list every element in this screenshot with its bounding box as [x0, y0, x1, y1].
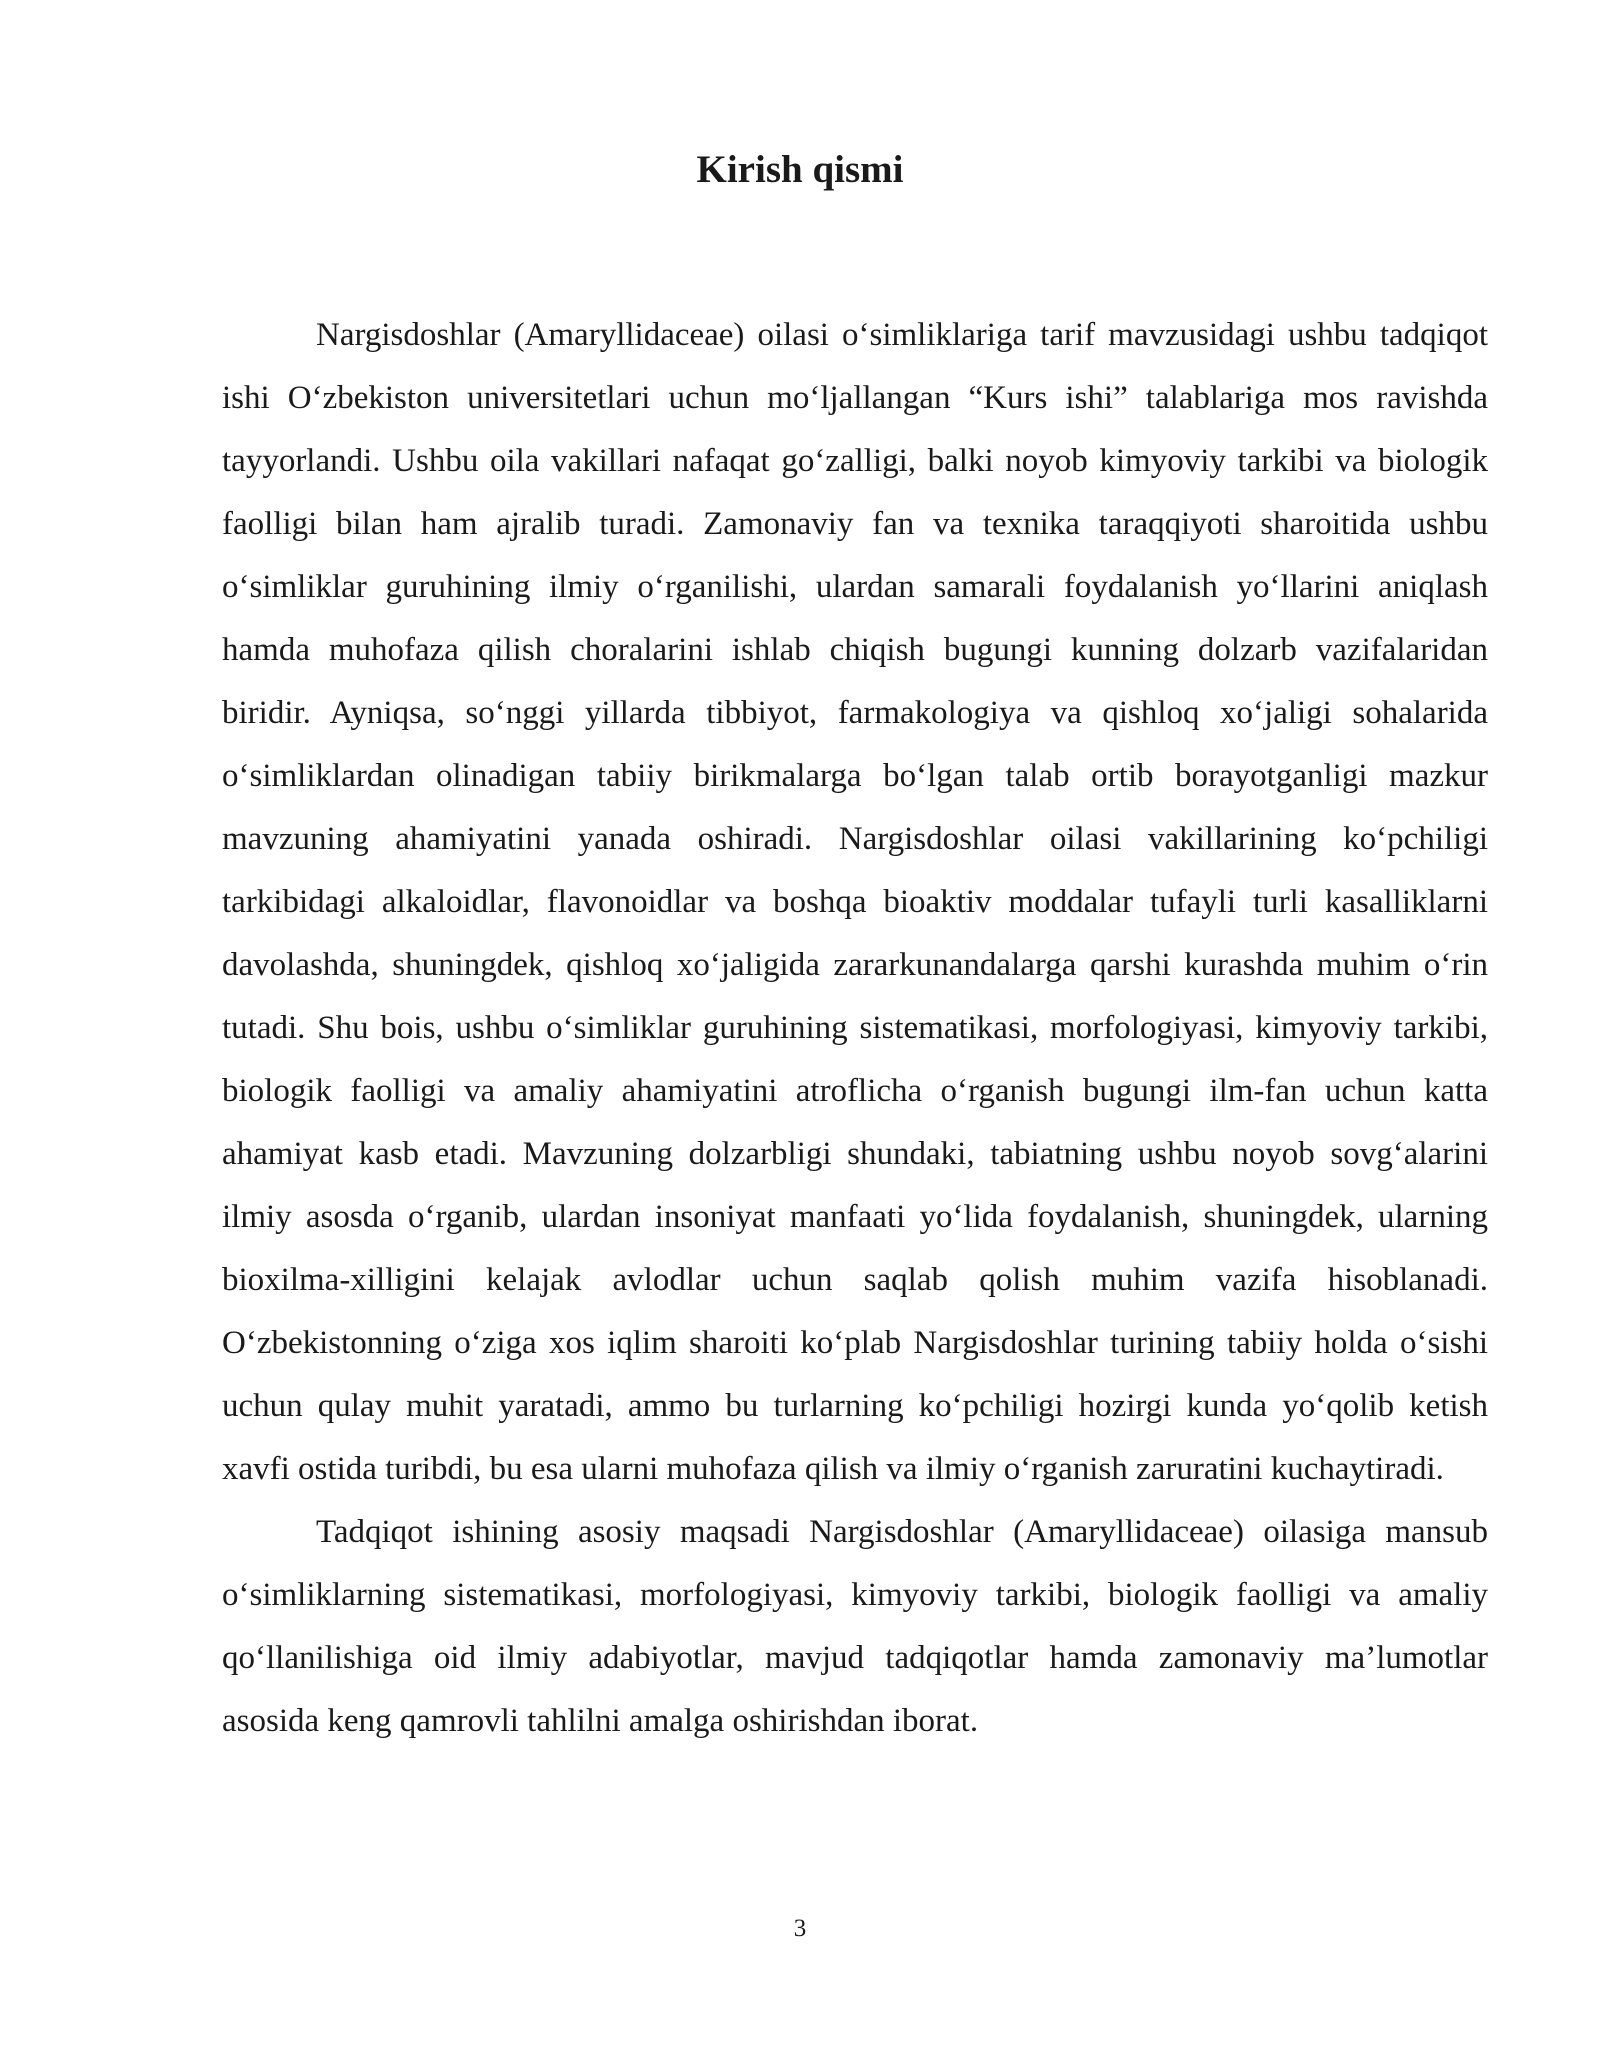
page-number: 3 — [793, 1915, 807, 1942]
page-title: Kirish qismi — [696, 148, 904, 191]
body-text — [222, 304, 1488, 1753]
paragraph-1: Nargisdoshlar (Amaryllidaceae) oilasi o‘simliklariga tarif mavzusidagi ushbu tadqiqot ishi O‘zbekiston universitetlari uchun mo‘ljallangan “Kurs ishi” talablariga mos ravishda tayyorlandi. Ushbu oila vakillari nafaqat go‘zalligi, balki noyob kimyoviy tarkibi va biologik faolligi bilan ham ajralib turadi. Zamonaviy fan va texnika taraqqiyoti sharoitida ushbu o‘simliklar guruhining ilmiy o‘rganilishi, ulardan samarali foydalanish yo‘llarini aniqlash hamda muhofaza qilish choralarini ishlab chiqish bugungi kunning dolzarb vazifalaridan biridir. Ayniqsa, so‘nggi yillarda tibbiyot, farmakologiya va qishloq xo‘jaligi sohalarida o‘simliklardan olinadigan tabiiy birikmalarga bo‘lgan talab ortib borayotganligi mazkur mavzuning ahamiyatini yanada oshiradi. Nargisdoshlar oilasi vakillarining ko‘pchiligi tarkibidagi alkaloidlar, flavonoidlar va boshqa bioaktiv moddalar tufayli turli kasalliklarni davolashda, shuningdek, qishloq xo‘jaligida zararkunandalarga qarshi kurashda muhim o‘rin tutadi. Shu bois, ushbu o‘simliklar guruhining sistematikasi, morfologiyasi, kimyoviy tarkibi, biologik faolligi va amaliy ahamiyatini atroflicha o‘rganish bugungi ilm-fan uchun katta ahamiyat kasb etadi. Mavzuning dolzarbligi shundaki, tabiatning ushbu noyob sovg‘alarini ilmiy asosda o‘rganib, ulardan insoniyat manfaati yo‘lida foydalanish, shuningdek, ularning bioxilma-xilligini kelajak avlodlar uchun saqlab qolish muhim vazifa hisoblanadi. O‘zbekistonning o‘ziga xos iqlim sharoiti ko‘plab Nargisdoshlar turining tabiiy holda o‘sishi uchun qulay muhit yaratadi, ammo bu turlarning ko‘pchiligi hozirgi kunda yo‘qolib ketish xavfi ostida turibdi, bu esa ularni muhofaza qilish va ilmiy o‘rganish zaruratini kuchaytiradi. — [222, 317, 1488, 1487]
paragraph-2: Tadqiqot ishining asosiy maqsadi Nargisdoshlar (Amaryllidaceae) oilasiga mansub o‘simliklarning sistematikasi, morfologiyasi, kimyoviy tarkibi, biologik faolligi va amaliy qo‘llanilishiga oid ilmiy adabiyotlar, mavjud tadqiqotlar hamda zamonaviy ma’lumotlar asosida keng qamrovli tahlilni amalga oshirishdan iborat. — [222, 1514, 1488, 1739]
